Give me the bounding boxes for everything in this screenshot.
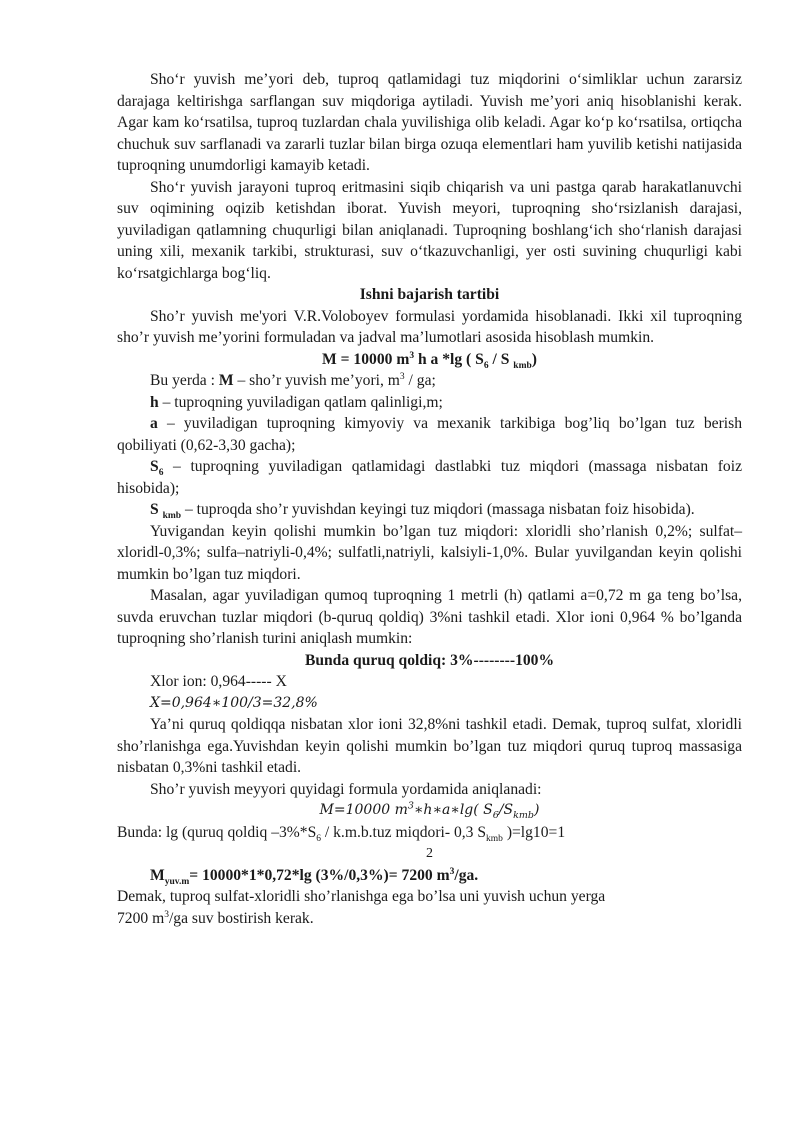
formula-voloboyev: M = 10000 $m^3$ h a *lg ( $S_6$ / S $_{kmb}$): [322, 350, 537, 371]
paragraph-conclusion: Ya’ni quruq qoldiqqa nisbatan xlor ioni 32,8%ni tashkil etadi. Demak, tuproq sulfat, xloridli sho’rlanishga ega.Yuvishdan keyin qolishi mumkin bo’lgan tuz miqdori quruq tuproq massasiga nisbatan 0,3%ni tashkil etadi.: [117, 716, 742, 776]
definition-m: Bu yerda : M – sho’r yuvish me’yori, $m^3$ / ga;: [150, 371, 436, 389]
bunda-line: Bunda: lg (quruq qoldiq $-3\%*S_6 / k.m.b.tuz$ miqdori- 0,3 $S_{kmb}$ )=lg10=1: [117, 823, 566, 844]
paragraph-method: Sho’r yuvish me'yori V.R.Voloboyev formulasi yordamida hisoblanadi. Ikki xil tuproqning sho’r yuvish me’yorini formuladan va jadval ma’lumotlari asosida hisoblash mumkin.: [117, 307, 742, 346]
formula-italic: M=10000 $m^3∗h∗a∗\lg$( $S_6/S_{kmb}$): [319, 800, 540, 821]
page-number: 2: [426, 846, 433, 861]
document-page: [117, 69, 742, 929]
paragraph-formula-intro: Sho’r yuvish meyyori quyidagi formula yordamida aniqlanadi:: [150, 780, 542, 798]
definition-h: h – tuproqning yuviladigan qatlam qalinligi,m;: [150, 393, 443, 411]
paragraph-example: Masalan, agar yuviladigan qumoq tuproqning 1 metrli (h) qatlami a=0,72 m ga teng bo’lsa, suvda eruvchan tuzlar miqdori (b-quruq qoldiq) 3%ni tashkil etadi. Xlor ioni 0,964 % bo’lganda tuproqning sho’rlanish turini aniqlash mumkin:: [117, 587, 742, 647]
result-formula: $M_{yuv.m}= 10000*1*0,72*\lg$ (3%/0,3%)= 7200 $m^3/ga$.: [150, 866, 479, 887]
section-heading: Ishni bajarish tartibi: [359, 286, 500, 303]
paragraph-definition: Sho‘r yuvish me’yori deb, tuproq qatlamidagi tuz miqdorini o‘simliklar uchun zararsiz darajaga keltirishga sarflangan suv miqdoriga aytiladi. Yuvish me’yori aniq hisoblanishi kerak. Agar kam ko‘rsatilsa, tuproq tuzlardan chala yuvilishiga olib keladi. Agar ko‘p ko‘rsatilsa, ortiqcha chuchuk suv sarflanadi va zararli tuzlar bilan birga ozuqa elementlari ham yuvilib ketishi natijasida tuproqning unumdorligi kamayib ketadi.: [117, 71, 742, 174]
paragraph-residual-salt: Yuvigandan keyin qolishi mumkin bo’lgan tuz miqdori: xloridli sho’rlanish 0,2%; sulfat–xloridl-0,3%; sulfa–natriyli-0,4%; sulfatli,natriyli, kalsiyli-1,0%. Bular yuvilgandan keyin qolishi mumkin bo’lgan tuz miqdori.: [117, 522, 742, 583]
definition-skmb: S $_{kmb}$ – tuproqda sho’r yuvishdan keyingi tuz miqdori (massaga nisbatan foiz hisobida).: [150, 501, 695, 522]
final-line-1: Demak, tuproq sulfat-xloridli sho’rlanishga ega bo’lsa uni yuvish uchun yerga: [117, 888, 606, 905]
definition-s6: $S_6$ – tuproqning yuviladigan qatlamidagi dastlabki tuz miqdori (massaga nisbatan foiz hisobida);: [117, 458, 742, 497]
x-calculation: X=0,964∗100/3=32,8%: [150, 694, 318, 711]
dry-residue-line: Bunda quruq qoldiq: 3%--------100%: [304, 651, 555, 669]
definition-a: a – yuviladigan tuproqning kimyoviy va mexanik tarkibiga bog’liq bo’lgan tuz berish qobiliyati (0,62-3,30 gacha);: [117, 415, 742, 454]
chlorine-ion-line: Xlor ion: 0,964----- X: [150, 673, 287, 690]
final-line-2: 7200 $m^3/ga$ suv bostirish kerak.: [117, 909, 314, 927]
paragraph-process: Sho‘r yuvish jarayoni tuproq eritmasini siqib chiqarish va uni pastga qarab harakatlanuvchi suv oqimining oqizib ketishdan iborat. Yuvish meyori, tuproqning sho‘rsizlanish darajasi, yuviladigan qatlamning chuqurligi bilan aniqlanadi. Tuproqning boshlang‘ich sho‘rlanish darajasi uning xili, mexanik tarkibi, strukturasi, suv o‘tkazuvchanligi, yer osti suvining chuqurligi kabi ko‘rsatgichlarga bog‘liq.: [117, 178, 742, 282]
